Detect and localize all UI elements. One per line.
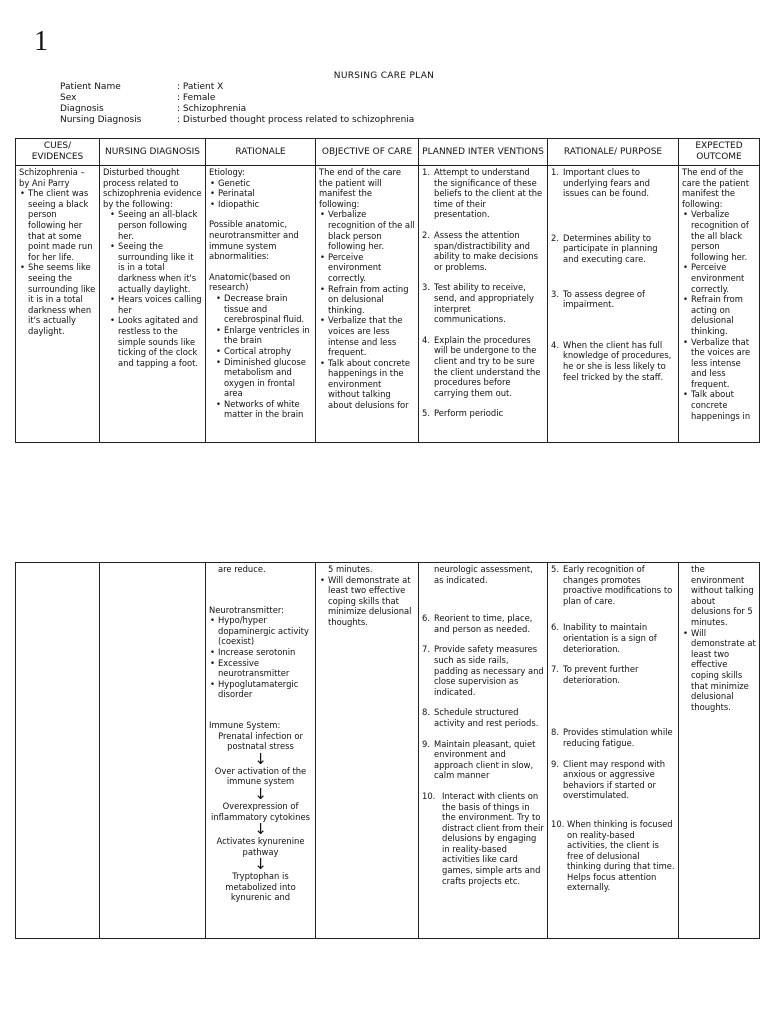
arrow-down-icon: ↓ xyxy=(254,749,267,768)
arrow-down-icon: ↓ xyxy=(254,784,267,803)
patient-info-row xyxy=(60,115,414,126)
flow-step: Tryptophan is metabolized into kynurenic and xyxy=(225,871,296,903)
patient-info-row xyxy=(60,82,414,93)
item-text: Perform periodic xyxy=(434,408,504,419)
item-text: Determines ability to participate in planning and executing care. xyxy=(563,232,658,264)
intervention-item xyxy=(422,644,544,697)
list-item: • Genetic xyxy=(209,178,312,189)
list-item: • Perceive environment correctly. xyxy=(319,252,415,284)
item-text: Maintain pleasant, quiet environment and approach client in slow, calm manner xyxy=(434,738,536,781)
rationale-cell xyxy=(206,563,316,939)
list-item: • Verbalize recognition of the all black person following her. xyxy=(319,209,415,251)
item-number: 4. xyxy=(551,339,559,350)
item-number: 9. xyxy=(551,758,559,769)
purpose-item xyxy=(551,622,675,654)
purpose-item xyxy=(551,340,675,382)
item-number: 8. xyxy=(422,707,430,718)
column-header-rationale: RATIONALE xyxy=(206,139,316,166)
expected-intro: The end of the care the patient manifest the following: xyxy=(682,167,750,209)
item-number: 6. xyxy=(422,613,430,624)
list-item: • Refrain from acting on delusional thinking. xyxy=(319,284,415,316)
list-item: • Will demonstrate at least two effective coping skills that minimize delusional thoughts. xyxy=(319,575,415,628)
list-item: • Hypoglutamatergic disorder xyxy=(209,679,312,700)
item-text: To assess degree of impairment. xyxy=(563,288,645,310)
item-text: Client may respond with anxious or aggressive behaviors if started or overstimulated. xyxy=(563,758,666,801)
intervention-item xyxy=(422,408,544,419)
info-label: Diagnosis xyxy=(60,104,104,114)
item-text: To prevent further deterioration. xyxy=(563,664,639,685)
intervention-continued-text: neurologic assessment, as indicated. xyxy=(434,564,533,585)
list-item: • Hears voices calling her xyxy=(109,294,202,315)
expected-outcome-cell xyxy=(679,166,760,443)
item-number: 4. xyxy=(422,334,430,345)
item-number: 2. xyxy=(551,232,559,243)
item-number: 10. xyxy=(422,790,436,801)
list-item: • Talk about concrete happenings in the environment without talking about delusions for xyxy=(319,358,415,411)
info-value: : Patient X xyxy=(177,82,224,92)
column-header-objective: OBJECTIVE OF CARE xyxy=(316,139,419,166)
intervention-item xyxy=(422,791,544,886)
list-item: • Will demonstrate at least two effective coping skills that minimize delusional thoughts. xyxy=(682,628,756,713)
purpose-item xyxy=(551,564,675,606)
list-item: • Verbalize that the voices are less intense and less frequent. xyxy=(319,315,415,357)
objective-cell xyxy=(316,166,419,443)
list-item: • Verbalize recognition of the all black person following her. xyxy=(682,209,756,262)
list-item: • Decrease brain tissue and cerebrospinal fluid. xyxy=(215,293,312,325)
table-header-row xyxy=(16,139,760,166)
item-text: Test ability to receive, send, and appropriately interpret communications. xyxy=(434,282,534,325)
intervention-item xyxy=(422,613,544,634)
item-text: Inability to maintain orientation is a sign of deterioration. xyxy=(563,622,657,654)
item-number: 5. xyxy=(551,564,559,574)
objective-intro: The end of the care the patient will manifest the following: xyxy=(319,167,401,209)
arrow-down-icon: ↓ xyxy=(254,820,267,839)
arrow-down-icon: ↓ xyxy=(254,855,267,874)
item-number: 8. xyxy=(551,727,559,738)
item-number: 7. xyxy=(422,644,430,655)
column-header-interventions: PLANNED INTER VENTIONS xyxy=(419,139,548,166)
list-item: • Seeing an all-black person following her. xyxy=(109,209,202,241)
cues-intro: Schizophrenia – by Ani Parry xyxy=(19,167,85,188)
list-item: • The client was seeing a black person following her that at some point made run for her life. xyxy=(19,188,96,262)
item-number: 10. xyxy=(551,818,565,829)
list-item: • Idiopathic xyxy=(209,199,312,210)
info-value: : Disturbed thought process related to schizophrenia xyxy=(177,115,415,125)
list-item: • Excessive neurotransmitter xyxy=(209,658,312,679)
nursing-diagnosis-cell xyxy=(100,166,206,443)
purpose-item xyxy=(551,759,675,801)
purpose-item xyxy=(551,167,675,199)
column-header-expected-outcome: EXPECTED OUTCOME xyxy=(679,139,760,166)
item-number: 1. xyxy=(551,167,559,177)
item-number: 7. xyxy=(551,664,559,675)
intervention-item xyxy=(422,282,544,324)
purpose-item xyxy=(551,664,675,685)
item-text: Provides stimulation while reducing fatigue. xyxy=(563,727,673,748)
column-header-nursing-diagnosis: NURSING DIAGNOSIS xyxy=(100,139,206,166)
cues-cell xyxy=(16,563,100,939)
page-number: 1 xyxy=(34,26,48,57)
rationale-continued-text: are reduce. xyxy=(218,564,266,574)
list-item: • Refrain from acting on delusional thinking. xyxy=(682,294,756,336)
list-item: • Verbalize that the voices are less intense and less frequent. xyxy=(682,337,756,390)
expected-outcome-cell xyxy=(679,563,760,939)
list-item: • Increase serotonin xyxy=(209,647,312,658)
patient-info-row xyxy=(60,93,414,104)
item-number: 5. xyxy=(422,408,430,419)
item-number: 6. xyxy=(551,622,559,633)
anatomic-label: Anatomic(based on research) xyxy=(209,271,291,293)
list-item: • She seems like seeing the surrounding like it is in a total darkness when it's actually daylight. xyxy=(19,262,96,336)
column-header-cues: CUES/ EVIDENCES xyxy=(16,139,100,166)
table-row xyxy=(16,166,760,443)
intervention-item xyxy=(422,707,544,728)
info-label: Patient Name xyxy=(60,82,121,92)
etiology-label: Etiology: xyxy=(209,167,245,177)
item-text: Important clues to underlying fears and issues can be found. xyxy=(563,167,650,199)
list-item: • Enlarge ventricles in the brain xyxy=(215,325,312,346)
item-number: 3. xyxy=(551,288,559,299)
diagnosis-intro: Disturbed thought process related to schizophrenia evidence by the following: xyxy=(103,167,202,209)
list-item: • Perinatal xyxy=(209,188,312,199)
patient-info-row xyxy=(60,104,414,115)
item-text: Reorient to time, place, and person as needed. xyxy=(434,613,533,634)
info-label: Nursing Diagnosis xyxy=(60,115,142,125)
purpose-cell xyxy=(548,166,679,443)
care-plan-continuation-table xyxy=(15,562,760,939)
info-value: : Schizophrenia xyxy=(177,104,247,114)
intervention-item xyxy=(422,167,544,220)
item-number: 2. xyxy=(422,229,430,240)
list-item: • Diminished glucose metabolism and oxygen in frontal area xyxy=(215,357,312,399)
purpose-cell xyxy=(548,563,679,939)
objective-cell xyxy=(316,563,419,939)
item-text: Interact with clients on the basis of things in the environment. Try to distract client from their delusions by engaging in reality-based activities like card games, simple arts and crafts projects etc. xyxy=(442,790,544,886)
flow-step: Over activation of the immune system xyxy=(214,765,307,787)
nursing-diagnosis-cell xyxy=(100,563,206,939)
expected-continued-text: the environment without talking about delusions for 5 minutes. xyxy=(691,564,754,627)
item-text: Schedule structured activity and rest periods. xyxy=(434,707,539,728)
item-text: Assess the attention span/distractibility and ability to make decisions or problems. xyxy=(434,229,538,272)
list-item: • Seeing the surrounding like it is in a total darkness when it's actually daylight. xyxy=(109,241,202,294)
purpose-item xyxy=(551,289,675,310)
item-text: Early recognition of changes promotes proactive modifications to plan of care. xyxy=(563,564,673,606)
purpose-item xyxy=(551,819,675,893)
item-number: 9. xyxy=(422,738,430,749)
intervention-item xyxy=(422,335,544,399)
item-text: Attempt to understand the significance of these beliefs to the client at the time of their presentation. xyxy=(434,167,543,220)
intervention-item xyxy=(422,230,544,272)
table-row xyxy=(16,563,760,939)
purpose-item xyxy=(551,233,675,265)
intervention-item xyxy=(422,739,544,781)
care-plan-table xyxy=(15,138,760,443)
cues-cell xyxy=(16,166,100,443)
list-item: • Cortical atrophy xyxy=(215,346,312,357)
neurotransmitter-label: Neurotransmitter: xyxy=(209,604,284,615)
flow-step: Prenatal infection or postnatal stress xyxy=(218,730,303,752)
item-text: When thinking is focused on reality-based activities, the client is free of delusional thinking during that time. Helps focus attention externally. xyxy=(567,818,675,893)
purpose-item xyxy=(551,727,675,748)
list-item: • Talk about concrete happenings in xyxy=(682,389,756,421)
item-text: Provide safety measures such as side rails, padding as necessary and close supervision as indicated. xyxy=(434,644,544,697)
item-number: 1. xyxy=(422,167,430,177)
info-label: Sex xyxy=(60,93,77,103)
column-header-purpose: RATIONALE/ PURPOSE xyxy=(548,139,679,166)
info-value: : Female xyxy=(177,93,216,103)
interventions-cell xyxy=(419,563,548,939)
list-item: • Looks agitated and restless to the simple sounds like ticking of the clock and tapping a foot. xyxy=(109,315,202,368)
item-number: 3. xyxy=(422,282,430,293)
item-text: Explain the procedures will be undergone to the client and try to be sure the client understand the procedures before carrying them out. xyxy=(434,334,541,398)
item-text: When the client has full knowledge of procedures, he or she is less likely to feel tricked by the staff. xyxy=(563,339,672,382)
possible-abnormalities-text: Possible anatomic, neurotransmitter and immune system abnormalities: xyxy=(209,219,299,262)
list-item: • Networks of white matter in the brain xyxy=(215,399,312,420)
patient-info xyxy=(60,82,414,126)
list-item: • Perceive environment correctly. xyxy=(682,262,756,294)
rationale-cell xyxy=(206,166,316,443)
immune-system-label: Immune System: xyxy=(209,719,281,730)
flow-step: Overexpression of inflammatory cytokines xyxy=(211,800,310,822)
objective-continued-text: 5 minutes. xyxy=(328,564,373,574)
list-item: • Hypo/hyper dopaminergic activity (coexist) xyxy=(209,615,312,647)
document-title: NURSING CARE PLAN xyxy=(333,71,435,81)
flow-step: Activates kynurenine pathway xyxy=(216,836,305,857)
interventions-cell xyxy=(419,166,548,443)
